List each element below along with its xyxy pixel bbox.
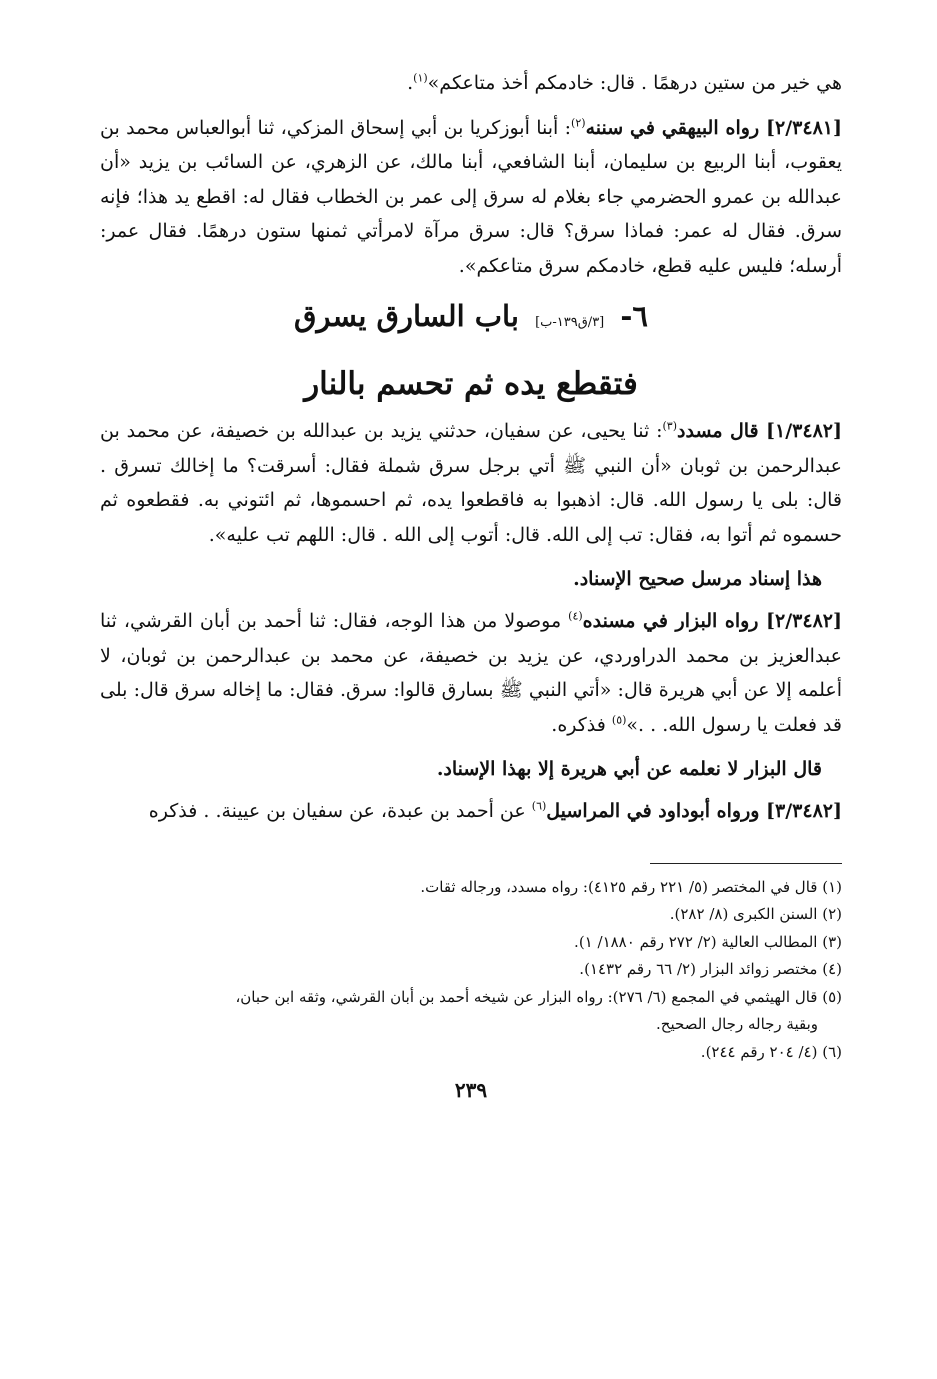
footnote-ref: (١) [413,71,428,85]
footnote-2: (٢) السنن الكبرى (٨/ ٢٨٢). [669,905,842,923]
footnote-4: (٤) مختصر زوائد البزار (٢/ ٦٦ رقم ١٤٣٢). [579,960,842,978]
hadith-text-end: فذكره. [551,713,612,736]
hadith-tag: [٢/٣٤٨١] رواه البيهقي في سننه [585,116,842,139]
footnote-6: (٦) (٤/ ٢٠٤ رقم ٢٤٤). [700,1042,842,1061]
chapter-title-line-1: باب السارق يسرق [294,299,519,333]
paragraph-3482-3 [100,794,842,829]
footnote-ref: (٥) [611,713,627,727]
footnote-3: (٣) المطالب العالية (٢/ ٢٧٢ رقم ١٨٨٠/ ١). [574,932,842,951]
footnotes [100,874,842,1067]
bazzar-note: قال البزار لا نعلمه عن أبي هريرة إلا بهذا الإسناد. [436,758,822,780]
hadith-tag: [٣/٣٤٨٢] ورواه أبوداود في المراسيل [546,800,842,822]
paragraph-3482-1 [100,414,842,552]
manuscript-ref: [٣/ق١٣٩-ب] [535,315,605,330]
hadith-text: : ثنا يحيى، عن سفيان، حدثني يزيد بن عبدالله بن خصيفة، عن محمد بن عبدالرحمن بن ثوبان «أن النبي ﷺ أتي برجل سرق شملة فقال: أسرقت؟ ما إخالك تسرق . قال: بلى يا رسول الله. قال: اذهبوا به فاقطعوا يده، ثم احسموها، ثم ائتوني به. فقطعوه ثم حسموه ثم أتوا به، فقال: تب إلى الله. قال: أتوب إلى الله . قال: اللهم تب عليه». [100,420,842,546]
hadith-tag: [١/٣٤٨٢] قال مسدد [677,420,842,442]
chapter-heading [100,293,842,346]
footnote-5-text: (٥) قال الهيثمي في المجمع (٦/ ٢٧٦): رواه البزار عن شيخه أحمد بن أبان القرشي، وثقه ابن حبان، [235,987,842,1006]
footnote-1: (١) قال في المختصر (٥/ ٢٢١ رقم ٤١٢٥): رواه مسدد، ورجاله ثقات. [420,877,842,896]
paragraph-top-text: هي خير من ستين درهمًا . قال: خادمكم أخذ متاعكم» [427,72,842,94]
paragraph-3481 [100,111,842,284]
footnote-5 [100,984,842,1039]
hadith-tag: [٢/٣٤٨٢] رواه البزار في مسنده [582,610,842,632]
hadith-text: موصولا من هذا الوجه، فقال: ثنا أحمد بن أبان القرشي، ثنا عبدالعزيز بن محمد الدراوردي، عن يزيد بن خصيفة، عن محمد بن عبدالرحمن بن ثوبان، لا أعلمه إلا عن أبي هريرة قال: «أتي النبي ﷺ بسارق قالوا: سرق. فقال: ما إخاله سرق قال: بلى قد فعلت يا رسول الله. . .» [100,610,842,736]
paragraph-3482-2 [100,604,842,742]
footnote-ref: (٢) [571,116,586,130]
footnote-ref: (٣) [662,419,678,433]
chapter-title-line-2: فتقطع يده ثم تحسم بالنار [304,366,638,402]
footnote-separator [650,863,842,864]
footnote-5-continuation: وبقية رجاله رجال الصحيح. [656,1015,818,1033]
page-number: ٢٣٩ [454,1078,488,1102]
hadith-text: عن أحمد بن عبدة، عن سفيان بن عيينة. . فذكره [148,800,532,822]
footnote-ref: (٤) [568,609,583,623]
grading-note: هذا إسناد مرسل صحيح الإسناد. [573,568,822,590]
hadith-text: : أبنا أبوزكريا بن أبي إسحاق المزكي، ثنا أبوالعباس محمد بن يعقوب، أبنا الربيع بن سليمان، أبنا الشافعي، أبنا مالك، عن الزهري، عن السائب بن يزيد «أن عبدالله بن عمرو الحضرمي جاء بغلام له سرق إلى عمر بن الخطاب فقال له: اقطع يد هذا؛ فإنه سرق. فقال له عمر: فماذا سرق؟ قال: سرق مرآة لامرأتي ثمنها ستون درهمًا. فقال عمر: أرسله؛ فليس عليه قطع، خادمكم سرق متاعكم». [100,116,842,277]
chapter-number: ٦- [620,299,648,333]
paragraph-top: هي خير من ستين درهمًا . قال: خادمكم أخذ متاعكم»$^{(١)}$. [407,71,842,94]
footnote-ref: (٦) [531,799,547,813]
